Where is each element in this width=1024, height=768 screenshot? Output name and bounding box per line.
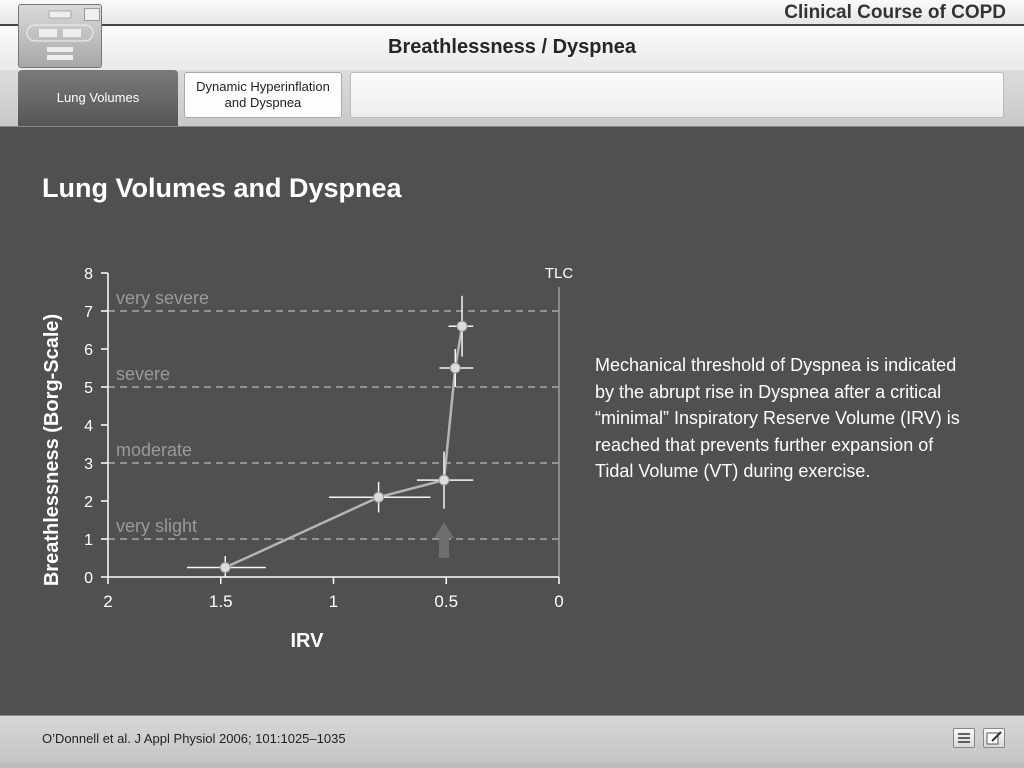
y-tick-label: 5 — [84, 380, 93, 397]
tab-label: Lung Volumes — [56, 90, 140, 105]
tlc-label: TLC — [544, 265, 574, 282]
x-axis-label: IRV — [290, 630, 324, 652]
data-point — [220, 563, 230, 573]
data-point — [450, 363, 460, 373]
reference-label: moderate — [116, 440, 193, 460]
y-axis-label: Breathlessness (Borg-Scale) — [41, 313, 63, 587]
y-tick-label: 3 — [84, 456, 93, 473]
x-tick-label: 2 — [103, 592, 113, 611]
tab-dynamic-hyperinflation[interactable] — [184, 72, 342, 118]
slide-description: Mechanical threshold of Dyspnea is indicated by the abrupt rise in Dyspnea after a critical “minimal” Inspiratory Reserve Volume (IRV) is reached that prevents further expansion of Tidal Volume (VT) during exercise. — [595, 355, 960, 481]
y-tick-label: 6 — [84, 342, 93, 359]
reference-label: very slight — [116, 516, 198, 536]
reference-label: very severe — [116, 288, 210, 308]
data-point — [374, 492, 384, 502]
tab-lung-volumes[interactable] — [18, 70, 178, 126]
bottom-bar — [0, 763, 1024, 768]
tab-label: Dynamic Hyperinflation and Dyspnea — [196, 79, 330, 110]
tab-empty-slot — [350, 72, 1004, 118]
reference-label: severe — [116, 364, 171, 384]
edit-icon — [984, 729, 1004, 747]
y-tick-label: 1 — [84, 532, 93, 549]
y-tick-label: 2 — [84, 494, 93, 511]
edit-button[interactable] — [983, 728, 1005, 748]
x-tick-label: 0 — [554, 592, 564, 611]
series-line — [225, 326, 462, 567]
window-mini-icon[interactable] — [84, 8, 100, 21]
list-button[interactable] — [953, 728, 975, 748]
slide-title: Lung Volumes and Dyspnea — [42, 173, 402, 203]
footer — [0, 715, 1024, 764]
x-tick-label: 0.5 — [434, 592, 459, 611]
y-tick-label: 4 — [84, 418, 93, 435]
x-tick-label: 1.5 — [208, 592, 233, 611]
tab-strip — [0, 70, 1024, 127]
section-title: Breathlessness / Dyspnea — [388, 36, 636, 58]
threshold-arrow — [434, 522, 454, 558]
data-point — [457, 321, 467, 331]
data-point — [439, 475, 449, 485]
y-tick-label: 8 — [84, 266, 93, 283]
x-tick-label: 1 — [328, 592, 339, 611]
y-tick-label: 7 — [84, 304, 93, 321]
header — [0, 26, 1024, 70]
course-title: Clinical Course of COPD — [784, 2, 1006, 23]
top-bar — [0, 0, 1024, 26]
list-icon — [954, 729, 974, 747]
y-tick-label: 0 — [84, 570, 93, 587]
slide-content — [0, 127, 1024, 715]
citation: O’Donnell et al. J Appl Physiol 2006; 101:1025–1035 — [42, 731, 346, 746]
